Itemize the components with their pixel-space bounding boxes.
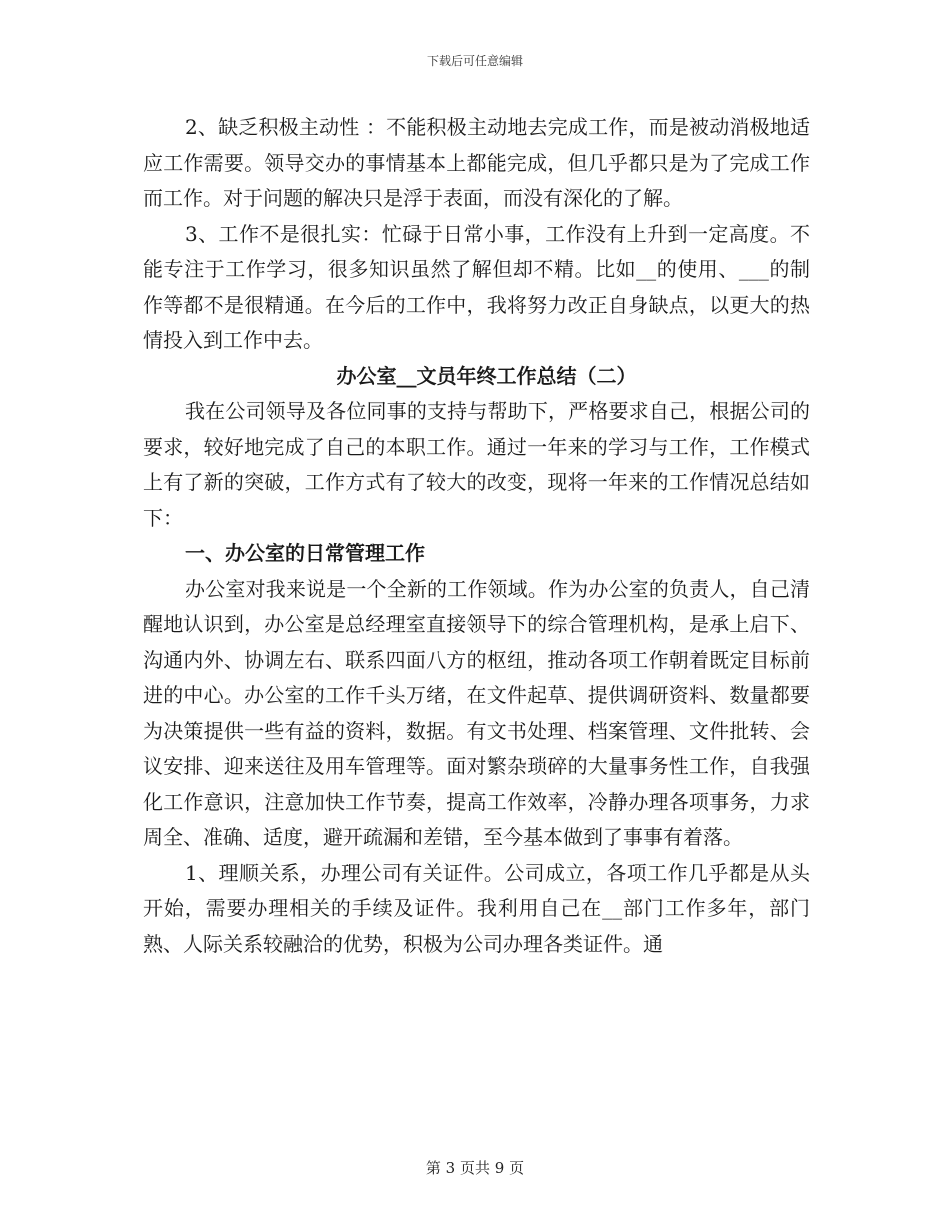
paragraph-intro: 我在公司领导及各位同事的支持与帮助下，严格要求自己，根据公司的要求，较好地完成了自己的本职工作。通过一年来的学习与工作，工作模式上有了新的突破，工作方式有了较大的改变，现将一年来的工作情况总结如下： (143, 399, 810, 530)
page-header: 下载后可任意编辑 (426, 54, 523, 68)
heading-daily-management: 一、办公室的日常管理工作 (185, 541, 425, 565)
document-body (143, 110, 810, 962)
paragraph-shortcoming-2: 2、缺乏积极主动性 ：不能积极主动地去完成工作，而是被动消极地适应工作需要。领导交办的事情基本上都能完成，但几乎都只是为了完成工作而工作。对于问题的解决只是浮于表面，而没有深化的了解。 (143, 115, 810, 210)
paragraph-shortcoming-3: 3、工作不是很扎实：忙碌于日常小事，工作没有上升到一定高度。不能专注于工作学习，很多知识虽然了解但却不精。比如__的使用、___的制作等都不是很精通。在今后的工作中，我将努力改正自身缺点，以更大的热情投入到工作中去。 (143, 221, 810, 352)
paragraph-item-1: 1、理顺关系，办理公司有关证件。公司成立，各项工作几乎都是从头开始，需要办理相关的手续及证件。我利用自己在__部门工作多年，部门熟、人际关系较融洽的优势，积极为公司办理各类证件。通 (143, 860, 810, 956)
section-title: 办公室__文员年终工作总结（二） (336, 363, 637, 388)
paragraph-office-role: 办公室对我来说是一个全新的工作领域。作为办公室的负责人，自己清醒地认识到，办公室是总经理室直接领导下的综合管理机构，是承上启下、沟通内外、协调左右、联系四面八方的枢纽，推动各项工作朝着既定目标前进的中心。办公室的工作千头万绪，在文件起草、提供调研资料、数量都要为决策提供一些有益的资料，数据。有文书处理、档案管理、文件批转、会议安排、迎来送往及用车管理等。面对繁杂琐碎的大量事务性工作，自我强化工作意识，注意加快工作节奏，提高工作效率，冷静办理各项事务，力求周全、准确、适度，避开疏漏和差错，至今基本做到了事事有着落。 (143, 576, 810, 849)
page-footer: 第 3 页共 9 页 (425, 1159, 525, 1177)
